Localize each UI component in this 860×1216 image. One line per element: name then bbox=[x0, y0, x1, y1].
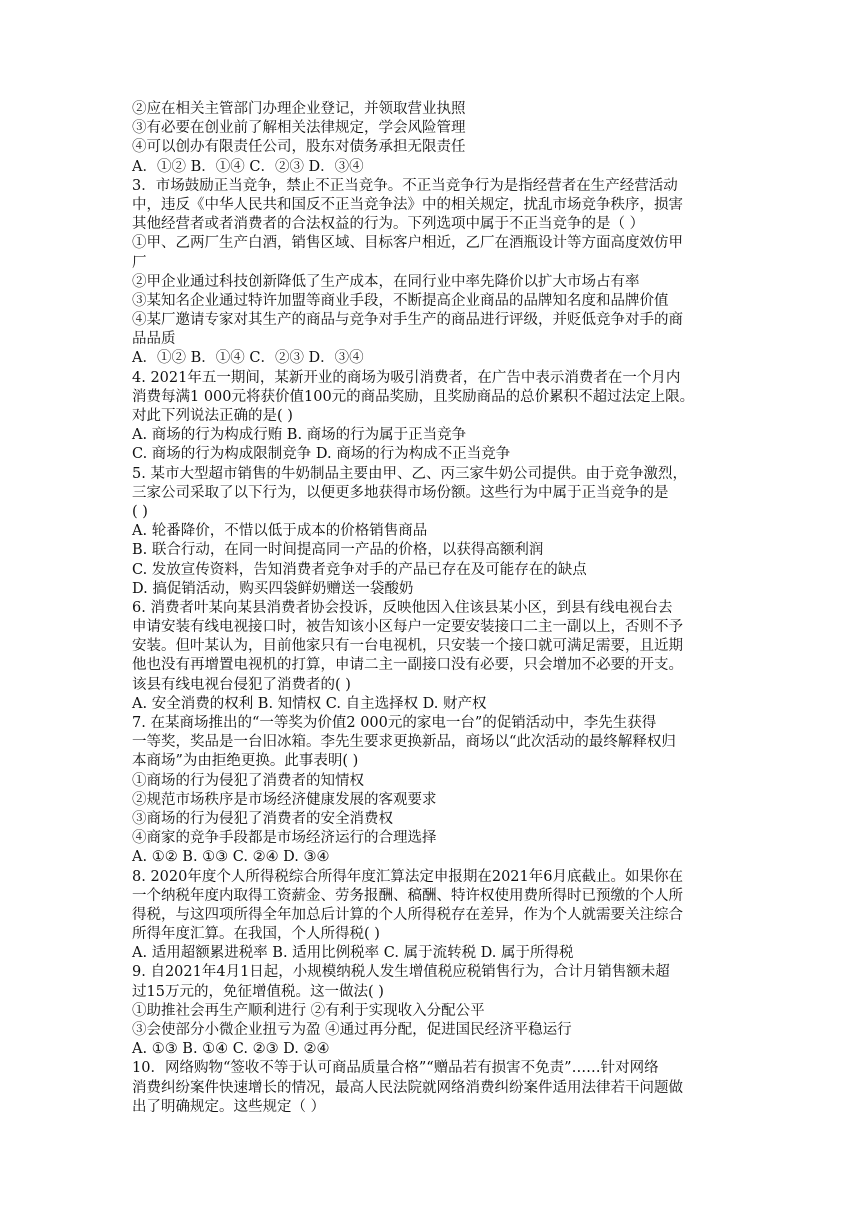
text-line: A. 安全消费的权利 B. 知情权 C. 自主选择权 D. 财产权 bbox=[132, 695, 487, 712]
text-line: 5. 某市大型超市销售的牛奶制品主要由甲、乙、丙三家牛奶公司提供。由于竞争激烈， bbox=[132, 465, 687, 482]
text-line: ④商家的竞争手段都是市场经济运行的合理选择 bbox=[132, 830, 437, 847]
text-line: ③某知名企业通过特许加盟等商业手段，不断提高企业商品的品牌知名度和品牌价值 bbox=[132, 292, 669, 309]
text-line: 6. 消费者叶某向某县消费者协会投诉，反映他因入住该县某小区，到县有线电视台去 bbox=[132, 599, 673, 616]
text-line: C. 发放宣传资料，告知消费者竞争对手的产品已存在及可能存在的缺点 bbox=[132, 561, 587, 578]
text-line: 8. 2020年度个人所得税综合所得年度汇算法定申报期在2021年6月底截止。如果你在 bbox=[132, 868, 683, 885]
text-line: ②应在相关主管部门办理企业登记，并领取营业执照 bbox=[132, 101, 466, 117]
text-line: 品品质 bbox=[132, 331, 176, 348]
text-line: A. 适用超额累进税率 B. 适用比例税率 C. 属于流转税 D. 属于所得税 bbox=[132, 945, 574, 962]
text-line: 一等奖，奖品是一台旧冰箱。李先生要求更换新品，商场以“此次活动的最终解释权归 bbox=[132, 734, 676, 751]
text-line: ③商场的行为侵犯了消费者的安全消费权 bbox=[132, 810, 393, 827]
text-line: ①助推社会再生产顺利进行 ②有利于实现收入分配公平 bbox=[132, 1002, 485, 1019]
text-line: 安装。但叶某认为，目前他家只有一台电视机，只安装一个接口就可满足需要，且近期 bbox=[132, 638, 683, 655]
text-line: 厂 bbox=[132, 254, 147, 271]
text-line: 过15万元的，免征增值税。这一做法( ) bbox=[132, 983, 384, 1000]
text-line: ①商场的行为侵犯了消费者的知情权 bbox=[132, 772, 364, 789]
text-line: ③有必要在创业前了解相关法律规定，学会风险管理 bbox=[132, 120, 466, 137]
text-line: 4. 2021年五一期间，某新开业的商场为吸引消费者，在广告中表示消费者在一个月内 bbox=[132, 369, 681, 386]
text-line: 3．市场鼓励正当竞争，禁止不正当竞争。不正当竞争行为是指经营者在生产经营活动 bbox=[132, 177, 678, 194]
text-line: C. 商场的行为构成限制竞争 D. 商场的行为构成不正当竞争 bbox=[132, 446, 511, 463]
text-line: 7. 在某商场推出的“一等奖为价值2 000元的家电一台”的促销活动中，李先生获得 bbox=[132, 715, 657, 731]
text-line: 消费纠纷案件快速增长的情况，最高人民法院就网络消费纠纷案件适用法律若干问题做 bbox=[132, 1079, 683, 1096]
text-line: ③会使部分小微企业扭亏为盈 ④通过再分配，促进国民经济平稳运行 bbox=[132, 1022, 572, 1038]
text-line: B. 联合行动，在同一时间提高同一产品的价格，以获得高额利润 bbox=[132, 542, 544, 559]
text-line: A. ①② B. ①③ C. ②④ D. ③④ bbox=[132, 849, 330, 866]
text-line: A．①② B．①④ C．②③ D．③④ bbox=[132, 158, 364, 175]
text-line: A. 轮番降价，不惜以低于成本的价格销售商品 bbox=[132, 523, 428, 540]
text-line: 得税，与这四项所得全年加总后计算的个人所得税存在差异，作为个人就需要关注综合 bbox=[132, 906, 683, 923]
text-line: 中，违反《中华人民共和国反不正当竞争法》中的相关规定，扰乱市场竞争秩序，损害 bbox=[132, 196, 683, 213]
text-line: 9. 自2021年4月1日起，小规模纳税人发生增值税应税销售行为，合计月销售额未超 bbox=[132, 964, 670, 981]
text-line: 申请安装有线电视接口时，被告知该小区每户一定要安装接口二主一副以上，否则不予 bbox=[132, 619, 683, 636]
text-line: 对此下列说法正确的是( ) bbox=[132, 408, 293, 424]
text-line: ②规范市场秩序是市场经济健康发展的客观要求 bbox=[132, 791, 437, 808]
text-line: 消费每满1 000元将获价值100元的商品奖励，且奖励商品的总价累积不超过法定上限。 bbox=[132, 388, 695, 405]
text-line: 三家公司采取了以下行为，以便更多地获得市场份额。这些行为中属于正当竞争的是 bbox=[132, 484, 669, 501]
text-line: 该县有线电视台侵犯了消费者的( ) bbox=[132, 676, 351, 693]
text-line: ④可以创办有限责任公司，股东对债务承担无限责任 bbox=[132, 139, 466, 156]
text-line: 所得年度汇算。在我国，个人所得税( ) bbox=[132, 926, 380, 943]
text-line: D. 搞促销活动，购买四袋鲜奶赠送一袋酸奶 bbox=[132, 580, 414, 597]
text-line: 10．网络购物“签收不等于认可商品质量合格”“赠品若有损害不免责”……针对网络 bbox=[132, 1060, 659, 1077]
text-line: ②甲企业通过科技创新降低了生产成本，在同行业中率先降价以扩大市场占有率 bbox=[132, 273, 640, 290]
text-line: ①甲、乙两厂生产白酒，销售区域、目标客户相近，乙厂在酒瓶设计等方面高度效仿甲 bbox=[132, 235, 683, 252]
text-line: ( ) bbox=[132, 503, 148, 520]
text-line: A．①② B．①④ C．②③ D．③④ bbox=[132, 350, 364, 367]
document-body bbox=[132, 100, 772, 1117]
text-line: 一个纳税年度内取得工资薪金、劳务报酬、稿酬、特许权使用费所得时已预缴的个人所 bbox=[132, 887, 683, 904]
text-line: 他也没有再增置电视机的打算，申请二主一副接口没有必要，只会增加不必要的开支。 bbox=[132, 657, 683, 674]
text-line: 出了明确规定。这些规定（ ） bbox=[132, 1098, 326, 1115]
text-line: 其他经营者或者消费者的合法权益的行为。下列选项中属于不正当竞争的是（ ） bbox=[132, 216, 645, 233]
text-line: 本商场”为由拒绝更换。此事表明( ) bbox=[132, 753, 359, 770]
text-line: ④某厂邀请专家对其生产的商品与竞争对手生产的商品进行评级，并贬低竞争对手的商 bbox=[132, 312, 683, 329]
text-line: A. 商场的行为构成行贿 B. 商场的行为属于正当竞争 bbox=[132, 427, 467, 444]
text-line: A. ①③ B. ①④ C. ②③ D. ②④ bbox=[132, 1041, 330, 1058]
